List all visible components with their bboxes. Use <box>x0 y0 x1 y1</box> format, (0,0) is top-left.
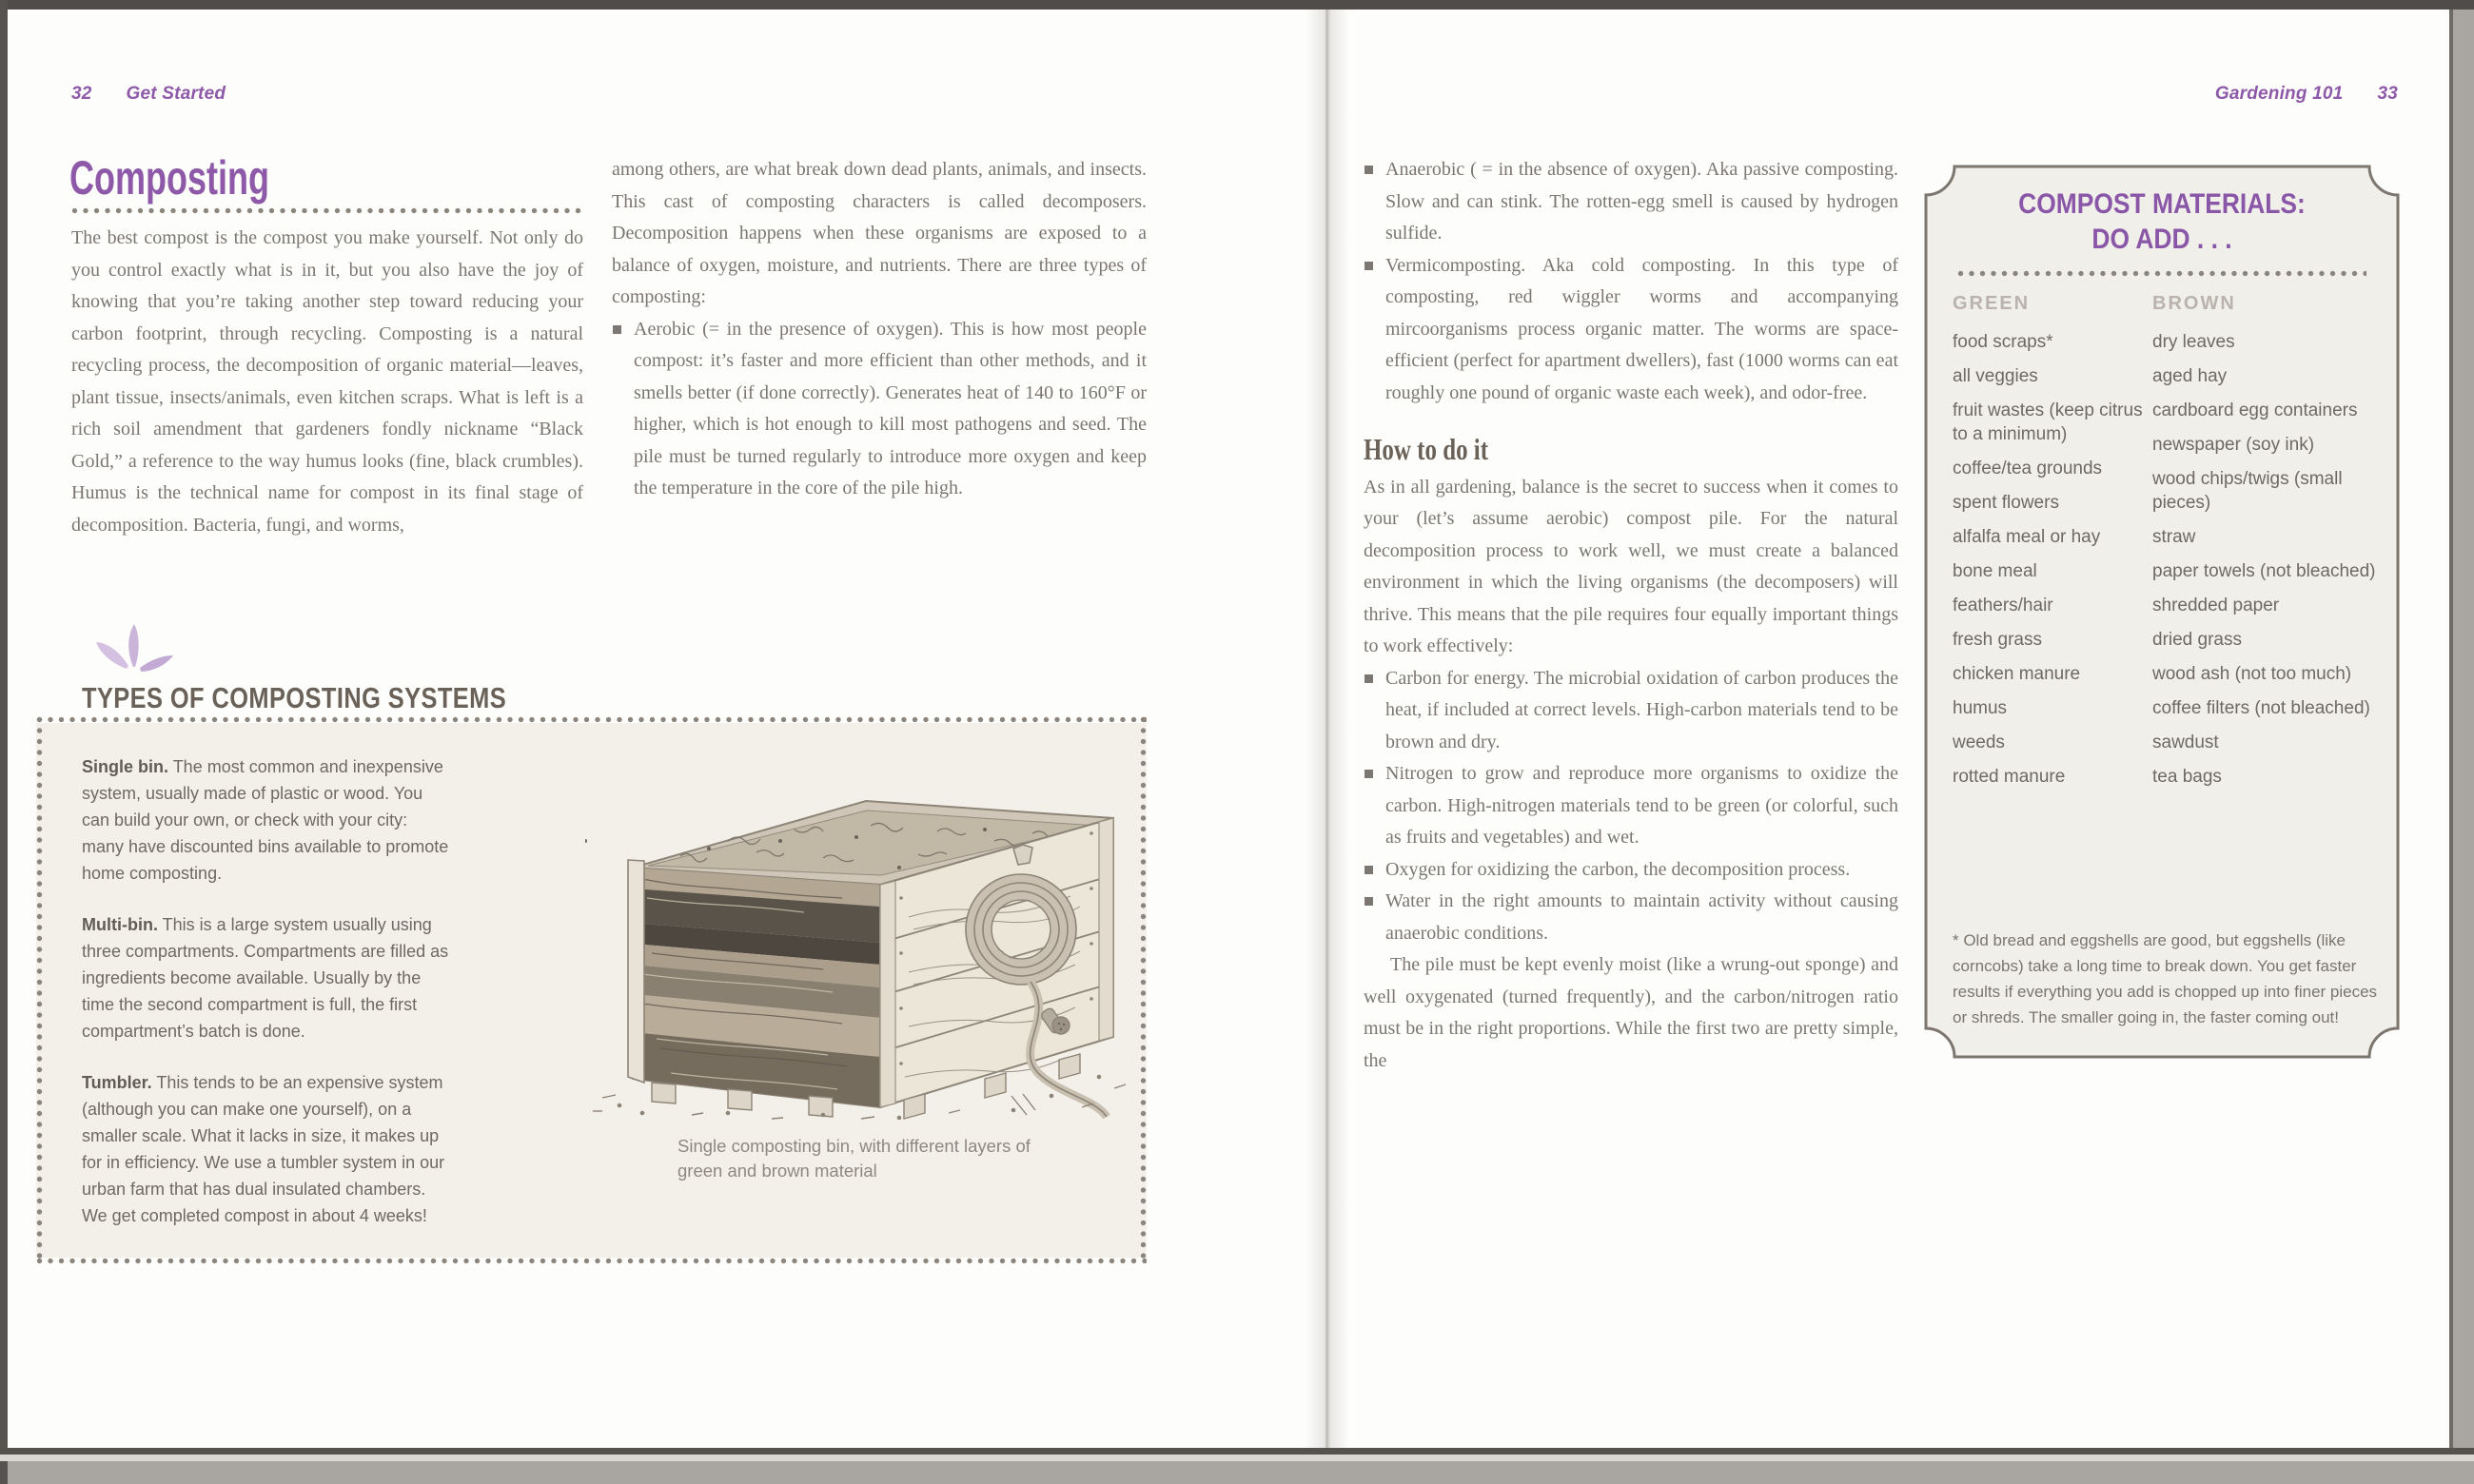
list-item: rotted manure <box>1953 767 2066 787</box>
list-item-anaerobic: Anaerobic ( = in the absence of oxygen). Aka passive composting. Slow and can stink. The rotten-egg smell is caused by hydrogen sulfide. <box>1364 154 1898 250</box>
section-title-right: Gardening 101 <box>2214 84 2344 104</box>
list-item: straw <box>2152 527 2196 547</box>
systems-box-border-bottom <box>36 1258 1147 1264</box>
illustration-caption: Single composting bin, with different layers of green and brown material <box>677 1136 1031 1181</box>
photo-edge-top <box>0 0 2474 10</box>
brown-header: BROWN <box>2152 293 2236 314</box>
list-item: tea bags <box>2152 767 2222 787</box>
list-item: coffee filters (not bleached) <box>2152 698 2370 718</box>
howto-heading: How to do it <box>1364 432 1489 466</box>
brown-list <box>2152 330 2377 789</box>
list-item: fresh grass <box>1953 630 2042 650</box>
list-item: food scraps* <box>1953 332 2053 352</box>
intro-paragraph-1: The best compost is the compost you make yourself. Not only do you control exactly what is in it, but you also have the joy of knowing that you’re taking another step toward reducing your carbon footprint, through recycling. Composting is a natural recycling process, the decomposition of organic material—leaves, plant tissue, insects/animals, even kitchen scraps. What is left is a rich soil amendment that gardeners fondly nickname “Black Gold,” a reference to the way humus looks (fine, black crumbles). Humus is the technical name for compost in its final stage of decomposition. Bacteria, fungi, and worms, <box>71 227 583 536</box>
square-bullet-icon <box>613 325 621 334</box>
list-item: cardboard egg containers <box>2152 400 2358 420</box>
list-item: dry leaves <box>2152 332 2235 352</box>
list-item: sawdust <box>2152 732 2219 752</box>
center-gutter <box>1306 10 1349 1448</box>
list-item: fruit wastes (keep citrus to a minimum) <box>1953 400 2143 444</box>
book-bottom-edge <box>0 1448 2474 1455</box>
systems-box-text <box>82 753 453 1254</box>
list-item: paper towels (not bleached) <box>2152 561 2376 581</box>
article-title: Composting <box>69 151 269 205</box>
list-item-aerobic: Aerobic (= in the presence of oxygen). This is how most people compost: it’s faster and more efficient than other methods, and it smells better (if done correctly). Generates heat of 140 to 160°F or higher, which is hot enough to kill most pathogens and seed. The pile must be turned regularly to introduce more oxygen and keep the temperature in the core of the pile high. <box>612 314 1147 505</box>
square-bullet-icon <box>1365 262 1373 270</box>
square-bullet-icon <box>1365 897 1373 906</box>
list-item: wood chips/twigs (small pieces) <box>2152 469 2343 513</box>
compost-bin-illustration <box>585 734 1132 1120</box>
list-item-oxygen: Oxygen for oxidizing the carbon, the decomposition process. <box>1364 854 1898 887</box>
intro-column-1 <box>71 223 583 541</box>
page-header-right <box>1998 84 2398 105</box>
system-item-multi-bin: Multi-bin. This is a large system usually using three compartments. Compartments are filled as ingredients become available. Usually by the time the second compartment is full, the first compartment’s batch is done. <box>82 915 449 1041</box>
systems-box-border-right <box>1140 716 1147 1264</box>
list-item: humus <box>1953 698 2008 718</box>
photo-edge-left <box>0 0 8 1484</box>
list-item: alfalfa meal or hay <box>1953 527 2101 547</box>
systems-box-border-left <box>36 716 43 1264</box>
section-title-left: Get Started <box>126 84 226 104</box>
green-list <box>1953 330 2145 789</box>
materials-box-title: COMPOST MATERIALS: DO ADD . . . <box>2018 188 2306 255</box>
systems-box-border-top <box>36 716 1147 723</box>
list-item-vermicomposting: Vermicomposting. Aka cold composting. In this type of composting, red wiggler worms and accompanying mircoorganisms process organic matter. The worms are space-efficient (perfect for apartment dwellers), fast (1000 worms can eat roughly one pound of organic waste each week), and odor-free. <box>1364 250 1898 410</box>
list-item: bone meal <box>1953 561 2037 581</box>
list-item: aged hay <box>2152 366 2228 386</box>
square-bullet-icon <box>1365 166 1373 174</box>
list-item-carbon: Carbon for energy. The microbial oxidation of carbon produces the heat, if included at correct levels. High-carbon materials tend to be brown and dry. <box>1364 663 1898 759</box>
intro-paragraph-2: among others, are what break down dead plants, animals, and insects. This cast of composting characters is called decomposers. Decomposition happens when these organisms are exposed to a balance of oxygen, moisture, and nutrients. There are three types of composting: <box>612 159 1147 307</box>
square-bullet-icon <box>1365 674 1373 683</box>
title-dotted-rule <box>71 207 583 214</box>
list-item: shredded paper <box>2152 596 2280 615</box>
square-bullet-icon <box>1365 866 1373 874</box>
main-column-right <box>1364 154 1898 1077</box>
square-bullet-icon <box>1365 770 1373 778</box>
brown-column <box>2152 293 2377 799</box>
list-item: wood ash (not too much) <box>2152 664 2352 684</box>
list-item-nitrogen: Nitrogen to grow and reproduce more organisms to oxidize the carbon. High-nitrogen materials tend to be green (or colorful, such as fruits and vegetables) and wet. <box>1364 758 1898 854</box>
list-item: feathers/hair <box>1953 596 2053 615</box>
system-item-tumbler: Tumbler. This tends to be an expensive system (although you can make one yourself), on a smaller scale. What it lacks in size, it makes up for in efficiency. We use a tumbler system in our urban farm that has dual insulated chambers. We get completed compost in about 4 weeks! <box>82 1073 445 1225</box>
page-header-left <box>71 84 226 105</box>
background-right <box>2453 10 2474 1448</box>
page-stack-edge <box>0 1455 2474 1461</box>
list-item: all veggies <box>1953 366 2038 386</box>
list-item: weeds <box>1953 732 2005 752</box>
howto-outro: The pile must be kept evenly moist (like a wrung-out sponge) and well oxygenated (turned frequently), and the carbon/nitrogen ratio must be in the right proportions. While the first two are pretty simple, the <box>1364 954 1898 1071</box>
center-gutter-line <box>1326 10 1327 1448</box>
page-number-left: 32 <box>71 84 92 104</box>
materials-footnote: * Old bread and eggshells are good, but eggshells (like corncobs) take a long time to break down. You get faster results if everything you add is chopped up into finer pieces or shreds. The smaller going in, the faster coming out! <box>1953 931 2378 1026</box>
howto-intro: As in all gardening, balance is the secret to success when it comes to your (let’s assume aerobic) compost pile. For the natural decomposition process to work well, we must create a balanced environment in which the living organisms (the decomposers) will thrive. This means that the pile requires four equally important things to work effectively: <box>1364 476 1898 656</box>
list-item: dried grass <box>2152 630 2242 650</box>
page-number-right: 33 <box>2377 84 2398 104</box>
green-header: GREEN <box>1953 293 2031 314</box>
green-column <box>1953 293 2145 799</box>
intro-column-2 <box>612 154 1147 505</box>
systems-box-heading: TYPES OF COMPOSTING SYSTEMS <box>82 681 507 714</box>
list-item-water: Water in the right amounts to maintain activity without causing anaerobic conditions. <box>1364 886 1898 949</box>
materials-title-dotted-rule <box>1957 270 2366 277</box>
system-item-single-bin: Single bin. The most common and inexpensive system, usually made of plastic or wood. You can build your own, or check with your city: many have discounted bins available to promote home composting. <box>82 757 449 883</box>
list-item: coffee/tea grounds <box>1953 459 2103 478</box>
list-item: newspaper (soy ink) <box>2152 435 2315 455</box>
list-item: chicken manure <box>1953 664 2081 684</box>
leaf-icon <box>84 621 179 673</box>
list-item: spent flowers <box>1953 493 2059 513</box>
